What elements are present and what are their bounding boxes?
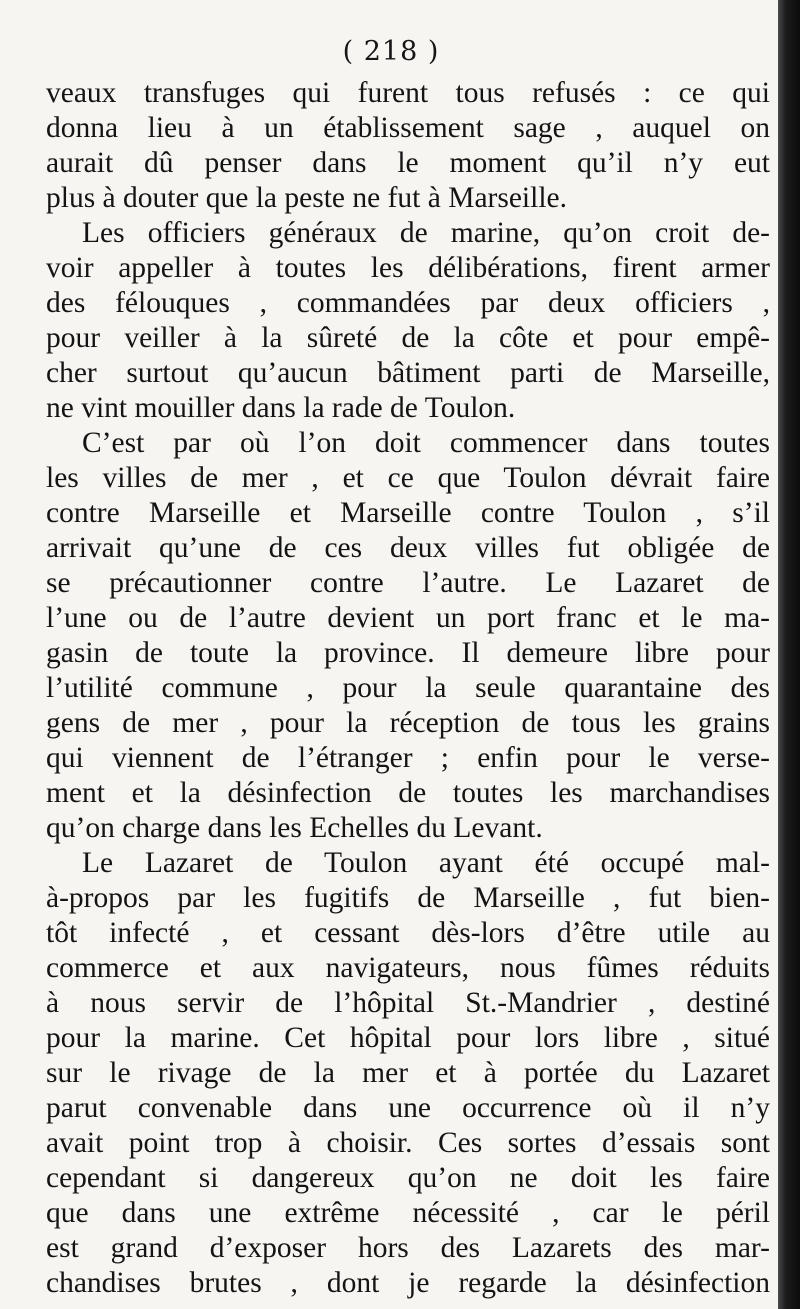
text-line: tôt infecté , et cessant dès-lors d’être utile au	[46, 917, 770, 949]
text-line: que dans une extrême nécessité , car le péril	[46, 1197, 770, 1229]
text-line: chandises brutes , dont je regarde la désinfection	[46, 1267, 770, 1299]
text-line: voir appeller à toutes les délibérations, firent armer	[46, 252, 770, 284]
text-line: avait point trop à choisir. Ces sortes d’essais sont	[46, 1127, 770, 1159]
text-line: arrivait qu’une de ces deux villes fut obligée de	[46, 532, 770, 564]
text-line: donna lieu à un établissement sage , auquel on	[46, 112, 770, 144]
text-line: cependant si dangereux qu’on ne doit les faire	[46, 1162, 770, 1194]
text-line: l’utilité commune , pour la seule quarantaine des	[46, 672, 770, 704]
text-line: gasin de toute la province. Il demeure libre pour	[46, 637, 770, 669]
page-number: ( 218 )	[342, 36, 440, 67]
text-line: qui viennent de l’étranger ; enfin pour le verse-	[46, 742, 770, 774]
scan-edge-shadow	[778, 0, 800, 1309]
text-line: les villes de mer , et ce que Toulon dévrait faire	[46, 462, 770, 494]
text-line: pour la marine. Cet hôpital pour lors libre , situé	[46, 1022, 770, 1054]
body-text	[46, 76, 770, 1301]
text-line: pour veiller à la sûreté de la côte et pour empê-	[46, 322, 770, 354]
text-line: C’est par où l’on doit commencer dans toutes	[82, 427, 770, 459]
text-line: à-propos par les fugitifs de Marseille , fut bien-	[46, 882, 770, 914]
text-line: ment et la désinfection de toutes les marchandises	[46, 777, 770, 809]
text-line: l’une ou de l’autre devient un port franc et le ma-	[46, 602, 770, 634]
text-line: qu’on charge dans les Echelles du Levant.	[46, 812, 543, 844]
text-line: sur le rivage de la mer et à portée du Lazaret	[46, 1057, 770, 1089]
text-line: parut convenable dans une occurrence où il n’y	[46, 1092, 770, 1124]
text-line: Les officiers généraux de marine, qu’on croit de-	[82, 217, 770, 249]
text-line: plus à douter que la peste ne fut à Marseille.	[46, 182, 567, 214]
text-line: des félouques , commandées par deux officiers ,	[46, 287, 770, 319]
text-line: ne vint mouiller dans la rade de Toulon.	[46, 392, 516, 424]
text-line: est grand d’exposer hors des Lazarets des mar-	[46, 1232, 770, 1264]
text-line: Le Lazaret de Toulon ayant été occupé mal-	[82, 847, 770, 879]
text-line: veaux transfuges qui furent tous refusés : ce qui	[46, 77, 770, 109]
text-line: aurait dû penser dans le moment qu’il n’y eut	[46, 147, 770, 179]
text-line: gens de mer , pour la réception de tous les grains	[46, 707, 770, 739]
text-line: se précautionner contre l’autre. Le Lazaret de	[46, 567, 770, 599]
text-line: commerce et aux navigateurs, nous fûmes réduits	[46, 952, 770, 984]
text-line: cher surtout qu’aucun bâtiment parti de Marseille,	[46, 357, 770, 389]
text-line: contre Marseille et Marseille contre Toulon , s’il	[46, 497, 770, 529]
text-line: à nous servir de l’hôpital St.-Mandrier , destiné	[46, 987, 770, 1019]
